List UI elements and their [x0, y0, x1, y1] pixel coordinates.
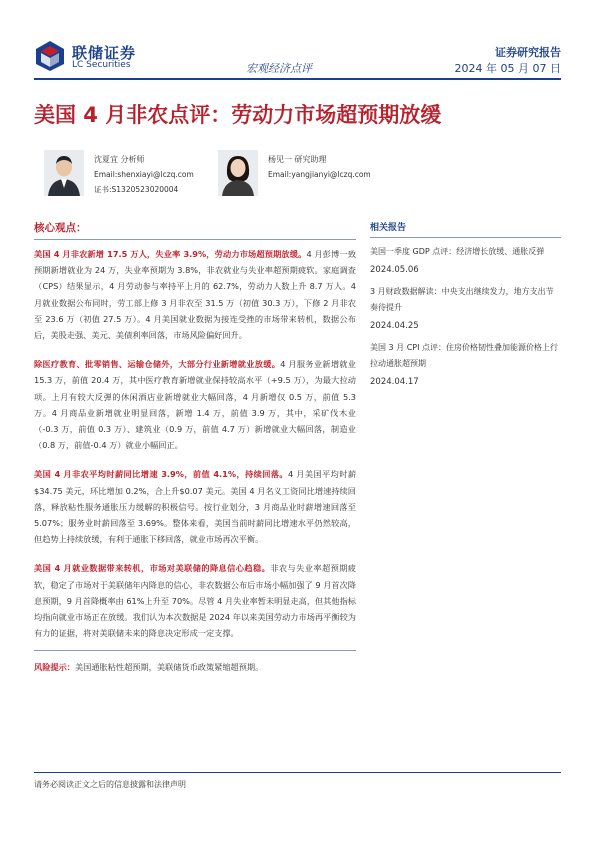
related-report-title[interactable]: 美国 3 月 CPI 点评：住房价格韧性叠加能源价格上行拉动通胀超预期 [370, 343, 559, 368]
page-header [0, 0, 595, 82]
female-portrait-icon [218, 150, 258, 196]
footer-disclaimer: 请务必阅读正文之后的信息披露和法律声明 [34, 780, 186, 789]
risk-text: 美国通胀粘性超预期，美联储货币政策紧缩超预期。 [74, 662, 264, 673]
related-report-date: 2024.04.17 [370, 377, 419, 387]
related-report-date: 2024.04.25 [370, 321, 419, 331]
report-type: 宏观经济点评 [246, 62, 312, 75]
risk-warning [34, 659, 356, 675]
core-paragraph [34, 356, 356, 453]
paragraph-lead: 除医疗教育、批零销售、运输仓储外，大部分行业新增就业放缓。 [34, 359, 281, 370]
author-card [218, 150, 418, 198]
core-paragraph [34, 560, 356, 641]
paragraph-body: 4 月服务业新增就业 15.3 万，前值 20.4 万，其中医疗教育新增就业保持较高水平（+9.5 万），为最大拉动项。上月有较大反弹的休闲酒店业新增就业大幅回落，4 月新增仅 0.5 万，前值 5.3 万。4 月商品业新增就业明显回落，新增 1.4 万，前值 3.9 万，其中，采矿伐木业（-0.3 万，前值 0.3 万）、建筑业（0.9 万，前值 4.7 万）新增就业大幅回落，制造业（0.8 万，前值-0.4 万）就业小幅回正。 [34, 359, 356, 451]
page-title: 美国 4 月非农点评：劳动力市场超预期放缓 [34, 103, 442, 127]
author-email: Email:shenxiayi@lczq.com [94, 170, 194, 179]
author-certificate: 证书:S1320523020004 [94, 185, 179, 194]
related-report-item[interactable] [370, 340, 561, 390]
core-paragraph [34, 246, 356, 343]
risk-label: 风险提示： [34, 662, 75, 673]
paragraph-lead: 美国 4 月就业数据带来转机，市场对美联储的降息信心趋稳。 [34, 563, 271, 574]
core-paragraph [34, 466, 356, 547]
author-email: Email:yangjianyi@lczq.com [268, 170, 371, 179]
footer-divider [34, 772, 561, 773]
related-report-title[interactable]: 3 月财政数据解读：中央支出继续发力，地方支出节奏待提升 [370, 287, 554, 312]
avatar [44, 150, 84, 196]
core-views-section [34, 220, 356, 675]
related-report-item[interactable] [370, 244, 561, 278]
paragraph-body: 4 月美国平均时薪$34.75 美元，环比增加 0.2%，合上升$0.07 美元。美国 4 月名义工资同比增速持续回落，释放粘性服务通胀压力缓解的积极信号。按行业划分，3 月商品业时薪增速回落至 5.07%；服务业时薪回落至 3.69%。整体来看，美国当前时薪同比增速水平仍然较高，但趋势上持续放缓，有利于通胀下移回落，就业市场再次平衡。 [34, 469, 357, 545]
related-report-date: 2024.05.06 [370, 265, 419, 275]
related-reports-section [370, 220, 561, 396]
header-divider [34, 78, 561, 80]
related-report-item[interactable] [370, 284, 561, 334]
related-report-title[interactable]: 美国一季度 GDP 点评：经济增长放缓、通胀反弹 [370, 247, 545, 256]
paragraph-lead: 美国 4 月非农平均时薪同比增速 3.9%，前值 4.1%，持续回落。 [34, 469, 289, 480]
author-name-role: 杨见一 研究助理 [268, 155, 327, 164]
related-reports-heading: 相关报告 [370, 220, 561, 238]
paragraph-lead: 美国 4 月非农新增 17.5 万人，失业率 3.9%，劳动力市场超预期放缓。 [34, 249, 307, 259]
brand-name-cn: 联储证券 [72, 44, 137, 62]
male-portrait-icon [44, 150, 84, 196]
author-card [44, 150, 244, 198]
author-name-role: 沈夏宜 分析师 [94, 155, 145, 164]
brand-name-en: LC Securities [72, 60, 131, 70]
report-date: 2024 年 05 月 07 日 [454, 62, 561, 75]
paragraph-body: 4 月彭博一致预期新增就业为 24 万，失业率预期为 3.8%，非农就业与失业率超预期疲软。家庭调查（CPS）结果显示，4 月劳动参与率持平上月的 62.7%，劳动力人数上升 8.7 万人。4 月就业数据公布同时，劳工部上修 3 月非农至 31.5 万（初值 30.3 万），下修 2 月非农至 23.6 万（初值 27.5 万）。4 月美国就业数据为接连受挫的市场带来转机，数据公布后，美股走强、美元、美债利率回落，市场风险偏好回升。 [34, 249, 357, 341]
core-views-heading: 核心观点： [34, 222, 87, 234]
core-views-divider [34, 239, 356, 240]
report-series: 证券研究报告 [495, 46, 561, 59]
avatar [218, 150, 258, 196]
paragraph-body: 非农与失业率超预期疲软，稳定了市场对于美联储年内降息的信心，非农数据公布后市场小幅加强了 9 月首次降息预期，9 月首降概率由 61%上升至 70%。尽管 4 月失业率暂未明显走高，但其他指标均指向就业市场正在放缓。我们认为本次数据是 2024 年以来美国劳动力市场再平衡较为有力的证据，将对美联储未来的降息决定形成一定支撑。 [34, 563, 356, 639]
lc-securities-logo-icon [34, 40, 66, 72]
risk-divider [34, 650, 356, 651]
